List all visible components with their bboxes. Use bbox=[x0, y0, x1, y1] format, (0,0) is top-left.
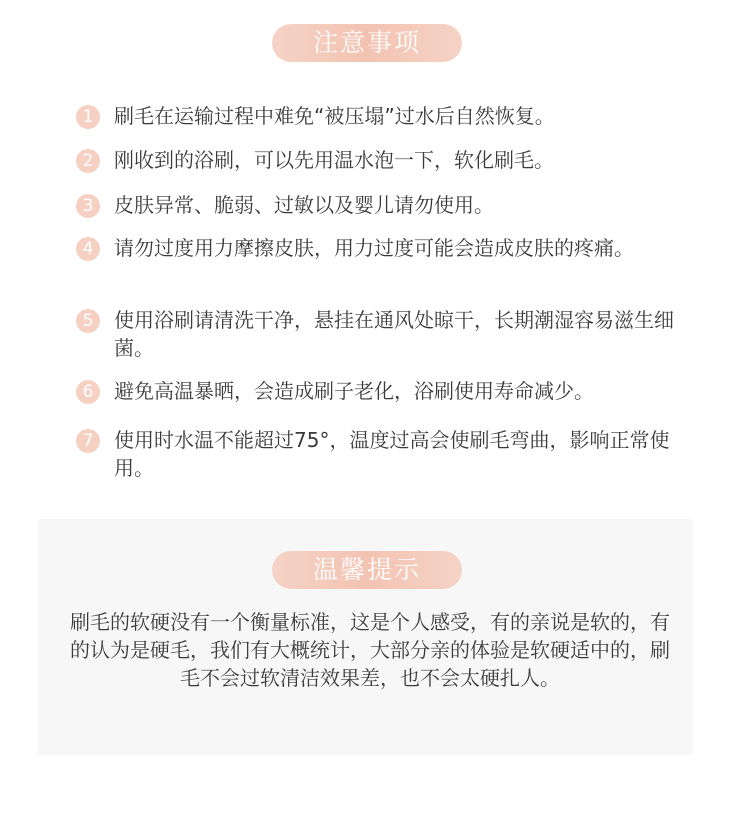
note-item bbox=[76, 377, 686, 405]
tips-text: 刷毛的软硬没有一个衡量标准，这是个人感受，有的亲说是软的，有的认为是硬毛，我们有大概统计，大部分亲的体验是软硬适中的，刷毛不会过软清洁效果差，也不会太硬扎人。 bbox=[70, 610, 670, 690]
note-text: 请勿过度用力摩擦皮肤，用力过度可能会造成皮肤的疼痛。 bbox=[114, 236, 634, 260]
note-text: 刚收到的浴刷，可以先用温水泡一下，软化刷毛。 bbox=[114, 148, 554, 172]
note-item bbox=[76, 191, 686, 219]
note-item bbox=[76, 306, 686, 362]
number-badge: 5 bbox=[76, 309, 100, 333]
note-text: 避免高温暴晒，会造成刷子老化，浴刷使用寿命减少。 bbox=[114, 379, 594, 403]
tips-title: 温馨提示 bbox=[272, 551, 462, 589]
note-text: 刷毛在运输过程中难免“被压塌”过水后自然恢复。 bbox=[114, 104, 555, 128]
number-badge: 7 bbox=[76, 429, 100, 453]
number-badge: 2 bbox=[76, 149, 100, 173]
note-item bbox=[76, 102, 686, 130]
note-text: 皮肤异常、脆弱、过敏以及婴儿请勿使用。 bbox=[114, 193, 494, 217]
notes-title: 注意事项 bbox=[272, 24, 462, 62]
note-text: 使用时水温不能超过75°，温度过高会使刷毛弯曲，影响正常使用。 bbox=[114, 428, 670, 480]
note-item bbox=[76, 146, 686, 174]
note-text: 使用浴刷请清洗干净，悬挂在通风处晾干，长期潮湿容易滋生细菌。 bbox=[114, 308, 674, 360]
number-badge: 3 bbox=[76, 194, 100, 218]
note-item bbox=[76, 234, 686, 262]
number-badge: 1 bbox=[76, 105, 100, 129]
note-item bbox=[76, 426, 686, 482]
number-badge: 6 bbox=[76, 380, 100, 404]
number-badge: 4 bbox=[76, 237, 100, 261]
